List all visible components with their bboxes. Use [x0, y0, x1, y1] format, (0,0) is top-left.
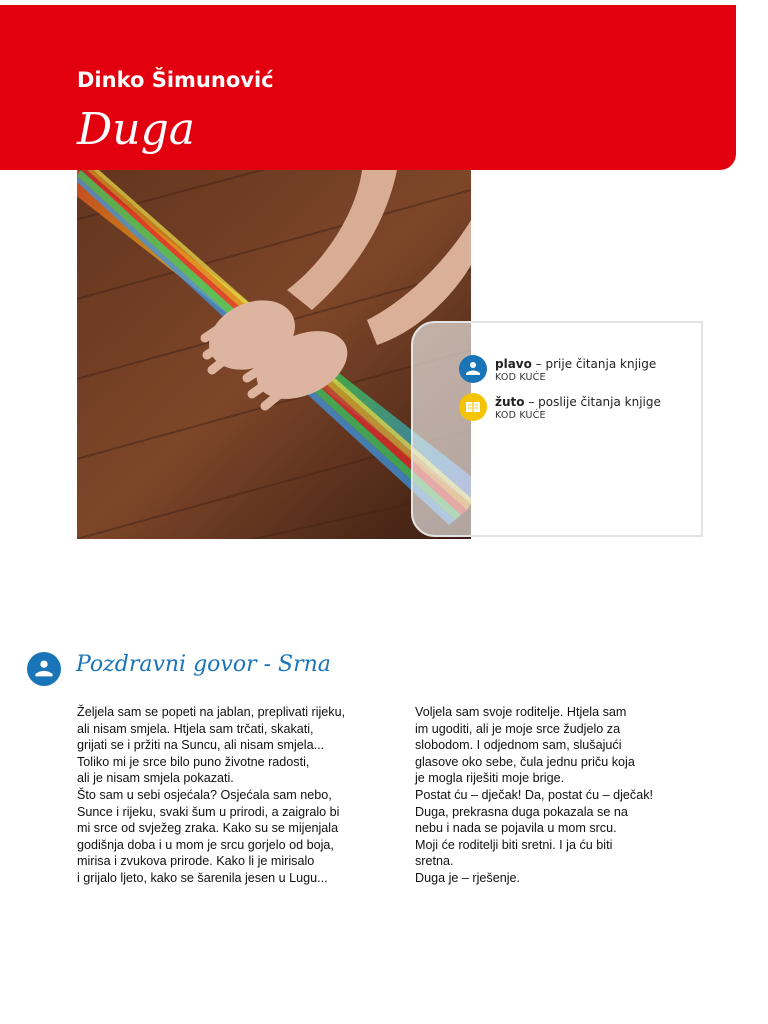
book-icon [459, 393, 487, 421]
legend-description: – poslije čitanja knjige [524, 395, 661, 409]
text-column-right [415, 704, 653, 887]
text-line: Moji će roditelji biti sretni. I ja ću biti [415, 837, 613, 852]
legend-item-yellow [459, 393, 661, 421]
text-line: grijati se i pržiti na Suncu, ali nisam smjela... [77, 738, 325, 753]
text-line: Sunce i rijeku, svaki šum u prirodi, a zaigralo bi [77, 804, 340, 819]
legend-box [411, 321, 703, 537]
text-line: ali nisam smjela. Htjela sam trčati, skakati, [77, 721, 314, 736]
reading-person-icon [459, 355, 487, 383]
text-line: je mogla riješiti moje brige. [415, 771, 565, 786]
text-line: Željela sam se popeti na jablan, preplivati rijeku, [77, 705, 346, 719]
page-title: Duga [77, 104, 196, 155]
text-line: Voljela sam svoje roditelje. Htjela sam [415, 705, 627, 719]
legend-item-blue [459, 355, 656, 383]
text-line: sretna. [415, 854, 454, 869]
text-line: Duga, prekrasna duga pokazala se na [415, 804, 628, 819]
text-line: slobodom. I odjednom sam, slušajući [415, 738, 622, 753]
legend-description: – prije čitanja knjige [531, 357, 657, 371]
legend-subtext: KOD KUĆE [495, 372, 546, 383]
text-line: Duga je – rješenje. [415, 870, 521, 885]
text-line: Toliko mi je srce bilo puno životne radosti, [77, 754, 310, 769]
text-line: mirisa i zvukova prirode. Kako li je mirisalo [77, 854, 315, 869]
text-line: im ugoditi, ali je moje srce žudjelo za [415, 721, 621, 736]
text-line: glasove oko sebe, čula jednu priču koja [415, 754, 635, 769]
reading-person-icon [27, 652, 61, 686]
text-line: i grijalo ljeto, kako se šarenila jesen u Lugu... [77, 870, 328, 885]
author-name: Dinko Šimunović [77, 68, 274, 92]
legend-subtext: KOD KUĆE [495, 410, 546, 421]
text-line: mi srce od svježeg zraka. Kako su se mijenjala [77, 821, 339, 836]
text-line: nebu i nada se pojavila u mom srcu. [415, 821, 617, 836]
section-title: Pozdravni govor - Srna [76, 652, 331, 677]
text-line: Postat ću – dječak! Da, postat ću – dječak! [415, 787, 654, 802]
text-line: godišnja doba i u mom je srcu gorjelo od boja, [77, 837, 334, 852]
text-column-left [77, 704, 345, 887]
legend-color-word: plavo [495, 357, 532, 371]
legend-color-word: žuto [495, 395, 525, 409]
text-line: Što sam u sebi osjećala? Osjećala sam nebo, [77, 787, 332, 802]
text-line: ali je nisam smjela pokazati. [77, 771, 234, 786]
